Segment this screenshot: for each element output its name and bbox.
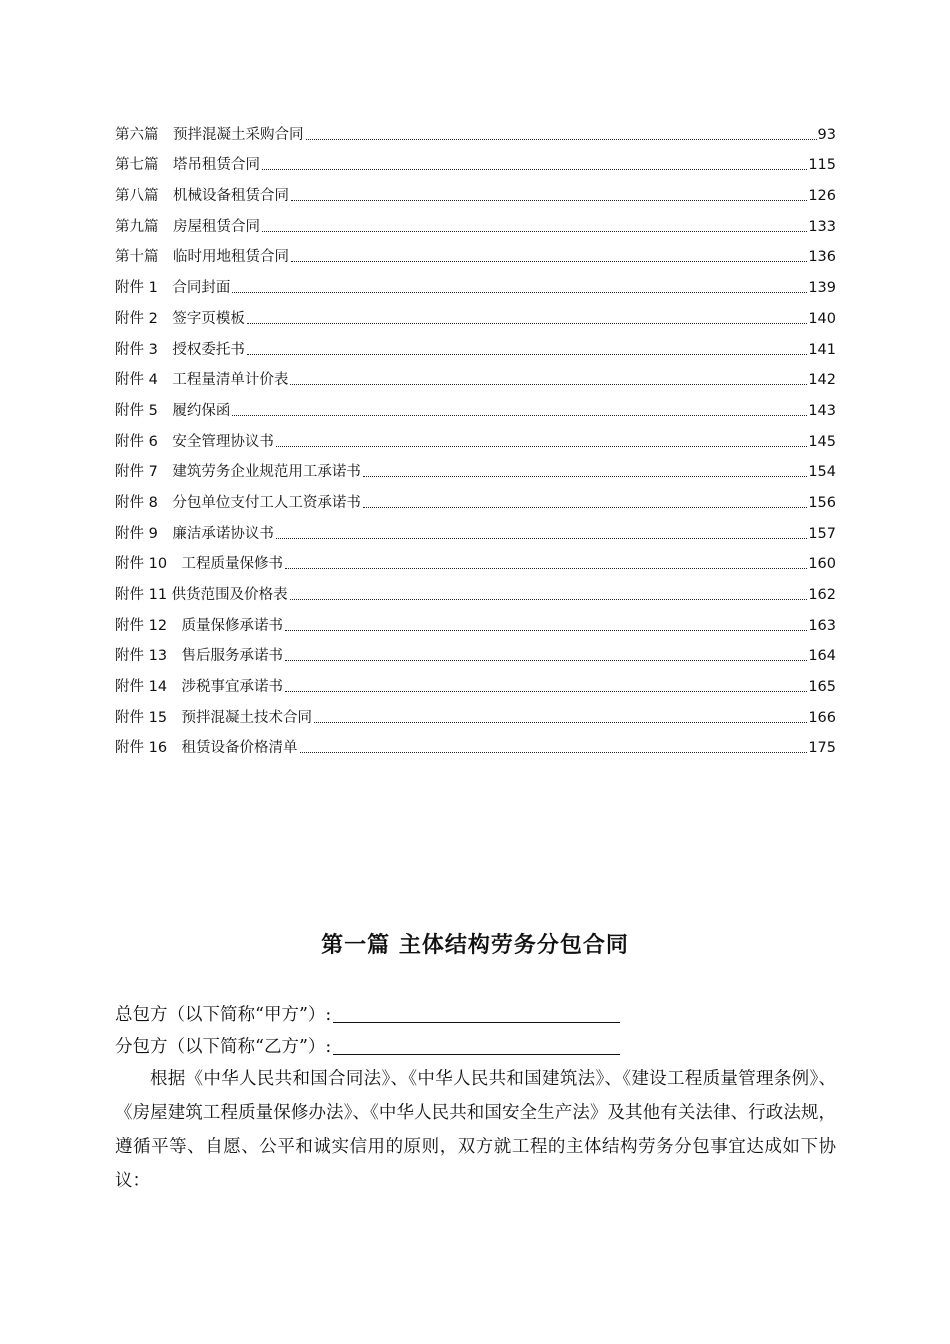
toc-entry-page: 140 <box>808 310 836 327</box>
toc-leader-dots <box>291 199 807 201</box>
toc-entry-label: 附件 6 安全管理协议书 <box>115 433 274 450</box>
toc-entry[interactable] <box>115 544 836 575</box>
toc-entry-label: 第十篇 临时用地租赁合同 <box>115 249 289 266</box>
toc-entry[interactable] <box>115 482 836 513</box>
toc-entry-page: 156 <box>808 494 836 511</box>
toc-entry-page: 166 <box>808 709 836 726</box>
toc-entry-page: 154 <box>808 464 836 481</box>
toc-entry-label: 附件 11 供货范围及价格表 <box>115 587 288 603</box>
toc-entry[interactable] <box>115 114 836 145</box>
toc-entry-label: 第九篇 房屋租赁合同 <box>115 218 260 235</box>
toc-leader-dots <box>285 567 807 569</box>
toc-leader-dots <box>232 291 807 293</box>
toc-entry[interactable] <box>115 145 836 176</box>
toc-entry-page: 165 <box>808 679 836 696</box>
toc-entry-label: 附件 15 预拌混凝土技术合同 <box>115 709 313 726</box>
toc-entry[interactable] <box>115 206 836 237</box>
toc-leader-dots <box>285 629 807 631</box>
toc-leader-dots <box>262 168 807 170</box>
chapter-title: 第一篇 主体结构劳务分包合同 <box>321 933 629 958</box>
toc-entry-label: 附件 16 租赁设备价格清单 <box>115 740 298 757</box>
intro-paragraph: 根据《中华人民共和国合同法》、《中华人民共和国建筑法》、《建设工程质量管理条例》、《房屋建筑工程质量保修办法》、《中华人民共和国安全生产法》及其他有关法律、行政法规，遵循平等、自愿、公平和诚实信用的原则，双方就工程的主体结构劳务分包事宜达成如下协议： <box>115 1069 836 1191</box>
table-of-contents <box>115 114 836 758</box>
party-b-label: 分包方（以下简称“乙方”）: <box>115 1037 332 1057</box>
toc-entry-label: 附件 9 廉洁承诺协议书 <box>115 525 274 542</box>
toc-entry-label: 第七篇 塔吊租赁合同 <box>115 157 260 174</box>
toc-entry[interactable] <box>115 605 836 636</box>
toc-leader-dots <box>276 537 807 539</box>
toc-entry[interactable] <box>115 513 836 544</box>
toc-leader-dots <box>291 260 807 262</box>
toc-entry-page: 126 <box>808 188 836 205</box>
toc-entry-page: 175 <box>808 740 836 757</box>
toc-leader-dots <box>247 353 807 355</box>
toc-entry-page: 145 <box>808 433 836 450</box>
toc-leader-dots <box>247 322 807 324</box>
toc-entry-page: 143 <box>808 402 836 419</box>
party-b-blank[interactable] <box>333 1034 620 1055</box>
toc-entry-page: 157 <box>808 525 836 542</box>
toc-entry-label: 附件 7 建筑劳务企业规范用工承诺书 <box>115 464 361 481</box>
toc-entry-page: 133 <box>808 218 836 235</box>
toc-entry-page: 93 <box>817 126 836 143</box>
toc-entry[interactable] <box>115 452 836 483</box>
toc-entry-page: 142 <box>808 372 836 389</box>
toc-entry[interactable] <box>115 697 836 728</box>
toc-entry-page: 136 <box>808 249 836 266</box>
toc-leader-dots <box>285 690 807 692</box>
toc-entry[interactable] <box>115 175 836 206</box>
toc-entry-page: 160 <box>808 556 836 573</box>
toc-entry-label: 附件 10 工程质量保修书 <box>115 556 284 573</box>
toc-leader-dots <box>290 383 807 385</box>
toc-entry[interactable] <box>115 267 836 298</box>
party-a-blank[interactable] <box>333 1002 620 1023</box>
toc-entry-page: 164 <box>808 648 836 665</box>
toc-leader-dots <box>290 598 808 600</box>
toc-leader-dots <box>285 659 807 661</box>
toc-entry[interactable] <box>115 360 836 391</box>
toc-entry-label: 第六篇 预拌混凝土采购合同 <box>115 126 304 143</box>
toc-leader-dots <box>363 506 807 508</box>
toc-leader-dots <box>276 445 807 447</box>
toc-entry-label: 附件 8 分包单位支付工人工资承诺书 <box>115 494 361 511</box>
toc-entry-page: 115 <box>808 157 836 174</box>
toc-leader-dots <box>262 230 807 232</box>
party-b-line <box>115 1030 620 1058</box>
toc-entry[interactable] <box>115 574 836 605</box>
toc-entry[interactable] <box>115 237 836 268</box>
toc-entry[interactable] <box>115 421 836 452</box>
toc-entry-label: 附件 1 合同封面 <box>115 280 231 297</box>
toc-entry-label: 附件 5 履约保函 <box>115 402 231 419</box>
toc-entry[interactable] <box>115 329 836 360</box>
toc-entry-label: 附件 2 签字页模板 <box>115 310 245 327</box>
toc-leader-dots <box>300 751 808 753</box>
toc-entry-page: 163 <box>808 617 836 634</box>
party-a-label: 总包方（以下简称“甲方”）: <box>115 1005 332 1025</box>
toc-leader-dots <box>363 475 807 477</box>
party-a-line <box>115 998 620 1026</box>
toc-leader-dots <box>314 721 807 723</box>
toc-leader-dots <box>232 414 807 416</box>
toc-entry-label: 第八篇 机械设备租赁合同 <box>115 188 289 205</box>
toc-entry-label: 附件 13 售后服务承诺书 <box>115 648 284 665</box>
toc-entry[interactable] <box>115 636 836 667</box>
toc-entry[interactable] <box>115 390 836 421</box>
toc-entry[interactable] <box>115 728 836 759</box>
toc-entry-page: 139 <box>808 280 836 297</box>
toc-entry[interactable] <box>115 298 836 329</box>
toc-entry[interactable] <box>115 666 836 697</box>
toc-entry-label: 附件 4 工程量清单计价表 <box>115 372 289 389</box>
toc-entry-label: 附件 3 授权委托书 <box>115 341 245 358</box>
toc-entry-page: 141 <box>808 341 836 358</box>
toc-entry-label: 附件 14 涉税事宜承诺书 <box>115 679 284 696</box>
toc-entry-label: 附件 12 质量保修承诺书 <box>115 617 284 634</box>
toc-entry-page: 162 <box>808 587 836 603</box>
toc-leader-dots <box>306 138 817 140</box>
